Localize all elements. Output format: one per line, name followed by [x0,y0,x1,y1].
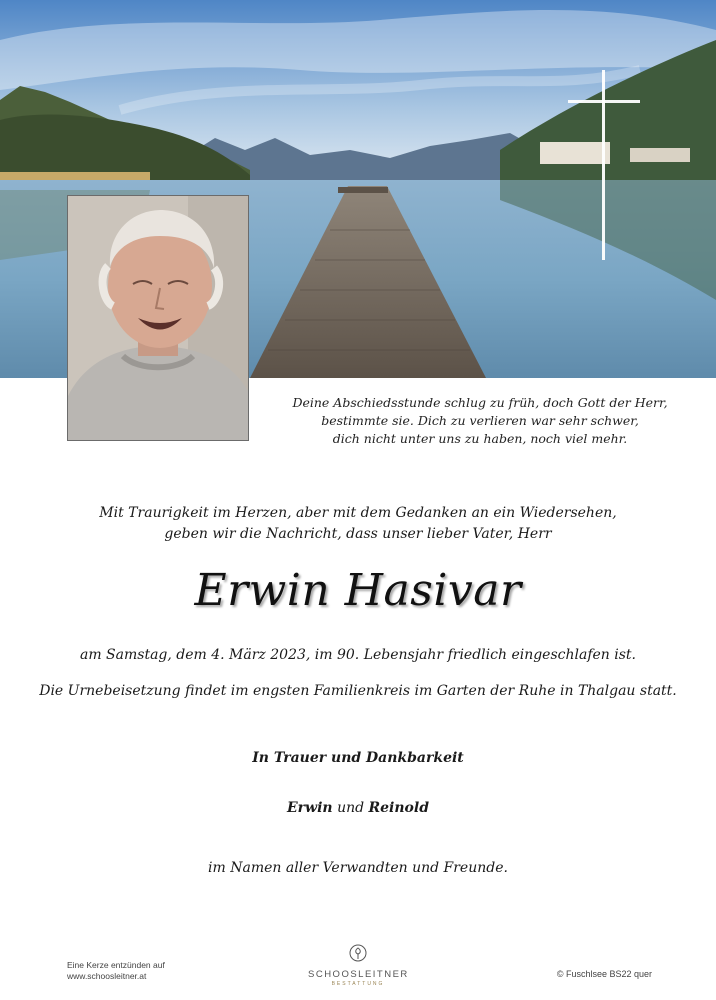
deceased-name: Erwin Hasivar [194,565,522,616]
death-date-line: am Samstag, dem 4. März 2023, im 90. Lebensjahr friedlich eingeschlafen ist. [79,647,637,663]
logo-subtitle: BESTATTUNG [331,981,385,987]
announcement-intro [40,503,676,545]
urn-burial-line: Die Urnebeisetzung findet im engsten Familienkreis im Garten der Ruhe in Thalgau statt. [39,683,677,699]
portrait-photo [67,195,249,441]
footer-candle-text: Eine Kerze entzünden auf [67,960,165,970]
footer-copyright: © Fuschlsee BS22 quer [556,969,652,979]
mourner-conjunction: und [337,800,365,816]
rose-icon [349,944,367,962]
verse-line: bestimmte sie. Dich zu verlieren war sehr schwer, [321,413,639,428]
logo-brand: SCHOOSLEITNER [308,969,409,980]
mourner-name: Reinold [368,800,429,816]
verse [270,394,690,448]
mourner-name: Erwin [287,800,333,816]
verse-line: Deine Abschiedsstunde schlug zu früh, doch Gott der Herr, [292,395,668,410]
intro-line: Mit Traurigkeit im Herzen, aber mit dem Gedanken an ein Wiedersehen, [99,505,617,521]
relatives-line: im Namen aller Verwandten und Freunde. [208,860,508,876]
footer-candle-info [67,960,165,982]
funeral-home-logo [308,944,408,987]
closing-heading: In Trauer und Dankbarkeit [252,750,464,766]
footer-website-link[interactable]: www.schoosleitner.at [67,971,147,981]
mourners-line [20,798,696,818]
verse-line: dich nicht unter uns zu haben, noch viel mehr. [332,431,628,446]
intro-line: geben wir die Nachricht, dass unser lieber Vater, Herr [164,526,552,542]
